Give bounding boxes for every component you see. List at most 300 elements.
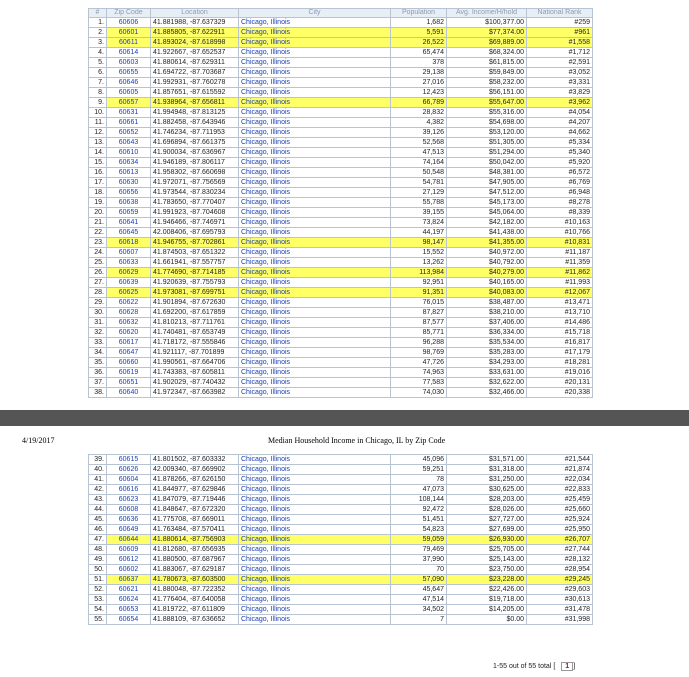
zip-code-link[interactable]: 60639 [107, 278, 151, 288]
national-rank-cell: #10,766 [527, 228, 593, 238]
national-rank-cell: #28,954 [527, 565, 593, 575]
city-link[interactable]: Chicago, Illinois [239, 108, 391, 118]
row-number: 36. [89, 368, 107, 378]
population-cell: 98,769 [391, 348, 447, 358]
row-number: 44. [89, 505, 107, 515]
zip-code-link[interactable]: 60636 [107, 515, 151, 525]
income-cell: $40,165.00 [447, 278, 527, 288]
income-table-page-2 [88, 454, 593, 625]
zip-code-link[interactable]: 60620 [107, 328, 151, 338]
city-link[interactable]: Chicago, Illinois [239, 248, 391, 258]
zip-code-link[interactable]: 60659 [107, 208, 151, 218]
city-link[interactable]: Chicago, Illinois [239, 68, 391, 78]
population-cell: 96,288 [391, 338, 447, 348]
location-cell: 41.780673, -87.603500 [151, 575, 239, 585]
population-cell: 28,832 [391, 108, 447, 118]
national-rank-cell: #5,920 [527, 158, 593, 168]
national-rank-cell: #2,591 [527, 58, 593, 68]
population-cell: 54,781 [391, 178, 447, 188]
row-number: 3. [89, 38, 107, 48]
row-number: 20. [89, 208, 107, 218]
city-link[interactable]: Chicago, Illinois [239, 555, 391, 565]
table-row [89, 455, 593, 465]
zip-code-link[interactable]: 60605 [107, 88, 151, 98]
city-link[interactable]: Chicago, Illinois [239, 358, 391, 368]
pdf-page-2 [0, 426, 689, 677]
zip-code-link[interactable]: 60649 [107, 525, 151, 535]
table-row [89, 378, 593, 388]
national-rank-cell: #11,862 [527, 268, 593, 278]
city-link[interactable]: Chicago, Illinois [239, 545, 391, 555]
zip-code-link[interactable]: 60606 [107, 18, 151, 28]
city-link[interactable]: Chicago, Illinois [239, 78, 391, 88]
income-cell: $58,232.00 [447, 78, 527, 88]
row-number: 16. [89, 168, 107, 178]
zip-code-link[interactable]: 60607 [107, 248, 151, 258]
income-cell: $68,324.00 [447, 48, 527, 58]
city-link[interactable]: Chicago, Illinois [239, 148, 391, 158]
row-number: 50. [89, 565, 107, 575]
zip-code-link[interactable]: 60631 [107, 108, 151, 118]
row-number: 52. [89, 585, 107, 595]
zip-code-link[interactable]: 60641 [107, 218, 151, 228]
income-cell: $42,182.00 [447, 218, 527, 228]
location-cell: 41.847079, -87.719446 [151, 495, 239, 505]
location-cell: 41.857651, -87.615592 [151, 88, 239, 98]
city-link[interactable]: Chicago, Illinois [239, 388, 391, 398]
print-date: 4/19/2017 [22, 436, 55, 445]
zip-code-link[interactable]: 60603 [107, 58, 151, 68]
zip-code-link[interactable]: 60660 [107, 358, 151, 368]
row-number: 28. [89, 288, 107, 298]
row-number: 24. [89, 248, 107, 258]
table-row [89, 218, 593, 228]
population-cell: 45,096 [391, 455, 447, 465]
row-number: 17. [89, 178, 107, 188]
location-cell: 41.992931, -87.760278 [151, 78, 239, 88]
national-rank-cell: #25,950 [527, 525, 593, 535]
row-number: 8. [89, 88, 107, 98]
city-link[interactable]: Chicago, Illinois [239, 368, 391, 378]
zip-code-link[interactable]: 60609 [107, 545, 151, 555]
document-title: Median Household Income in Chicago, IL by Zip Code [268, 436, 446, 445]
national-rank-cell: #11,359 [527, 258, 593, 268]
location-cell: 41.878266, -87.626150 [151, 475, 239, 485]
population-cell: 29,138 [391, 68, 447, 78]
national-rank-cell: #259 [527, 18, 593, 28]
location-cell: 41.881988, -87.637329 [151, 18, 239, 28]
city-link[interactable]: Chicago, Illinois [239, 28, 391, 38]
income-cell: $34,293.00 [447, 358, 527, 368]
national-rank-cell: #21,544 [527, 455, 593, 465]
row-number: 55. [89, 615, 107, 625]
national-rank-cell: #17,179 [527, 348, 593, 358]
table-row [89, 48, 593, 58]
row-number: 30. [89, 308, 107, 318]
row-number: 11. [89, 118, 107, 128]
zip-code-link[interactable]: 60630 [107, 178, 151, 188]
header-avg-income[interactable]: Avg. Income/H/hold [447, 9, 527, 18]
city-link[interactable]: Chicago, Illinois [239, 58, 391, 68]
city-link[interactable]: Chicago, Illinois [239, 475, 391, 485]
zip-code-link[interactable]: 60640 [107, 388, 151, 398]
location-cell: 41.880614, -87.756903 [151, 535, 239, 545]
table-row [89, 318, 593, 328]
national-rank-cell: #20,131 [527, 378, 593, 388]
city-link[interactable]: Chicago, Illinois [239, 525, 391, 535]
zip-code-link[interactable]: 60652 [107, 128, 151, 138]
zip-code-link[interactable]: 60643 [107, 138, 151, 148]
national-rank-cell: #5,340 [527, 148, 593, 158]
zip-code-link[interactable]: 60628 [107, 308, 151, 318]
income-cell: $47,512.00 [447, 188, 527, 198]
zip-code-link[interactable]: 60655 [107, 68, 151, 78]
zip-code-link[interactable]: 60645 [107, 228, 151, 238]
city-link[interactable]: Chicago, Illinois [239, 565, 391, 575]
location-cell: 41.848647, -87.672320 [151, 505, 239, 515]
pagination: 1-55 out of 55 total [ 1 ] [493, 663, 576, 670]
zip-code-link[interactable]: 60629 [107, 268, 151, 278]
income-cell: $100,377.00 [447, 18, 527, 28]
location-cell: 41.920639, -87.755793 [151, 278, 239, 288]
table-row [89, 268, 593, 278]
zip-code-link[interactable]: 60653 [107, 605, 151, 615]
table-row [89, 565, 593, 575]
zip-code-link[interactable]: 60617 [107, 338, 151, 348]
zip-code-link[interactable]: 60644 [107, 535, 151, 545]
table-row [89, 58, 593, 68]
zip-code-link[interactable]: 60614 [107, 48, 151, 58]
location-cell: 41.885805, -87.622911 [151, 28, 239, 38]
national-rank-cell: #961 [527, 28, 593, 38]
city-link[interactable]: Chicago, Illinois [239, 465, 391, 475]
income-cell: $25,143.00 [447, 555, 527, 565]
national-rank-cell: #28,132 [527, 555, 593, 565]
zip-code-link[interactable]: 60637 [107, 575, 151, 585]
header-city[interactable]: City [239, 9, 391, 18]
table-row [89, 388, 593, 398]
city-link[interactable]: Chicago, Illinois [239, 485, 391, 495]
table-row [89, 138, 593, 148]
zip-code-link[interactable]: 60654 [107, 615, 151, 625]
income-cell: $54,698.00 [447, 118, 527, 128]
city-link[interactable]: Chicago, Illinois [239, 605, 391, 615]
national-rank-cell: #1,558 [527, 38, 593, 48]
national-rank-cell: #3,829 [527, 88, 593, 98]
city-link[interactable]: Chicago, Illinois [239, 168, 391, 178]
city-link[interactable]: Chicago, Illinois [239, 238, 391, 248]
national-rank-cell: #16,817 [527, 338, 593, 348]
location-cell: 41.946189, -87.806117 [151, 158, 239, 168]
row-number: 42. [89, 485, 107, 495]
row-number: 13. [89, 138, 107, 148]
zip-code-link[interactable]: 60657 [107, 98, 151, 108]
income-cell: $22,426.00 [447, 585, 527, 595]
city-link[interactable]: Chicago, Illinois [239, 338, 391, 348]
location-cell: 41.900034, -87.636967 [151, 148, 239, 158]
header-zip-code[interactable]: Zip Code [107, 9, 151, 18]
national-rank-cell: #3,962 [527, 98, 593, 108]
row-number: 22. [89, 228, 107, 238]
city-link[interactable]: Chicago, Illinois [239, 138, 391, 148]
zip-code-link[interactable]: 60656 [107, 188, 151, 198]
population-cell: 45,647 [391, 585, 447, 595]
table-row [89, 178, 593, 188]
city-link[interactable]: Chicago, Illinois [239, 228, 391, 238]
national-rank-cell: #5,334 [527, 138, 593, 148]
zip-code-link[interactable]: 60611 [107, 38, 151, 48]
zip-code-link[interactable]: 60610 [107, 148, 151, 158]
city-link[interactable]: Chicago, Illinois [239, 505, 391, 515]
table-row [89, 545, 593, 555]
income-cell: $37,406.00 [447, 318, 527, 328]
row-number: 49. [89, 555, 107, 565]
city-link[interactable]: Chicago, Illinois [239, 128, 391, 138]
population-cell: 79,469 [391, 545, 447, 555]
city-link[interactable]: Chicago, Illinois [239, 288, 391, 298]
row-number: 46. [89, 525, 107, 535]
city-link[interactable]: Chicago, Illinois [239, 378, 391, 388]
table-row [89, 248, 593, 258]
city-link[interactable]: Chicago, Illinois [239, 188, 391, 198]
location-cell: 41.696894, -87.661375 [151, 138, 239, 148]
zip-code-link[interactable]: 60651 [107, 378, 151, 388]
row-number: 32. [89, 328, 107, 338]
zip-code-link[interactable]: 60632 [107, 318, 151, 328]
national-rank-cell: #6,948 [527, 188, 593, 198]
zip-code-link[interactable]: 60602 [107, 565, 151, 575]
table-row [89, 258, 593, 268]
population-cell: 78 [391, 475, 447, 485]
income-cell: $23,750.00 [447, 565, 527, 575]
population-cell: 66,789 [391, 98, 447, 108]
location-cell: 41.740481, -87.653749 [151, 328, 239, 338]
national-rank-cell: #20,338 [527, 388, 593, 398]
city-link[interactable]: Chicago, Illinois [239, 348, 391, 358]
population-cell: 47,513 [391, 148, 447, 158]
table-row [89, 128, 593, 138]
row-number: 26. [89, 268, 107, 278]
zip-code-link[interactable]: 60616 [107, 485, 151, 495]
table-row [89, 465, 593, 475]
zip-code-link[interactable]: 60647 [107, 348, 151, 358]
national-rank-cell: #11,993 [527, 278, 593, 288]
population-cell: 13,262 [391, 258, 447, 268]
zip-code-link[interactable]: 60604 [107, 475, 151, 485]
row-number: 5. [89, 58, 107, 68]
location-cell: 41.946755, -87.702861 [151, 238, 239, 248]
zip-code-link[interactable]: 60633 [107, 258, 151, 268]
national-rank-cell: #3,331 [527, 78, 593, 88]
income-cell: $31,571.00 [447, 455, 527, 465]
city-link[interactable]: Chicago, Illinois [239, 495, 391, 505]
income-cell: $45,173.00 [447, 198, 527, 208]
city-link[interactable]: Chicago, Illinois [239, 88, 391, 98]
income-cell: $77,374.00 [447, 28, 527, 38]
zip-code-link[interactable]: 60601 [107, 28, 151, 38]
population-cell: 55,788 [391, 198, 447, 208]
income-cell: $56,151.00 [447, 88, 527, 98]
city-link[interactable]: Chicago, Illinois [239, 98, 391, 108]
income-cell: $55,316.00 [447, 108, 527, 118]
city-link[interactable]: Chicago, Illinois [239, 18, 391, 28]
city-link[interactable]: Chicago, Illinois [239, 178, 391, 188]
location-cell: 41.774690, -87.714185 [151, 268, 239, 278]
row-number: 9. [89, 98, 107, 108]
national-rank-cell: #25,924 [527, 515, 593, 525]
national-rank-cell: #25,660 [527, 505, 593, 515]
zip-code-link[interactable]: 60624 [107, 595, 151, 605]
city-link[interactable]: Chicago, Illinois [239, 38, 391, 48]
income-cell: $53,120.00 [447, 128, 527, 138]
location-cell: 41.888109, -87.636652 [151, 615, 239, 625]
city-link[interactable]: Chicago, Illinois [239, 48, 391, 58]
row-number: 34. [89, 348, 107, 358]
city-link[interactable]: Chicago, Illinois [239, 258, 391, 268]
table-row [89, 228, 593, 238]
population-cell: 74,963 [391, 368, 447, 378]
zip-code-link[interactable]: 60621 [107, 585, 151, 595]
income-cell: $27,727.00 [447, 515, 527, 525]
population-cell: 15,552 [391, 248, 447, 258]
income-cell: $23,228.00 [447, 575, 527, 585]
location-cell: 41.901894, -87.672630 [151, 298, 239, 308]
city-link[interactable]: Chicago, Illinois [239, 535, 391, 545]
location-cell: 42.008406, -87.695793 [151, 228, 239, 238]
national-rank-cell: #4,207 [527, 118, 593, 128]
zip-code-link[interactable]: 60615 [107, 455, 151, 465]
national-rank-cell: #14,486 [527, 318, 593, 328]
city-link[interactable]: Chicago, Illinois [239, 328, 391, 338]
city-link[interactable]: Chicago, Illinois [239, 455, 391, 465]
income-cell: $41,355.00 [447, 238, 527, 248]
zip-code-link[interactable]: 60626 [107, 465, 151, 475]
population-cell: 26,522 [391, 38, 447, 48]
location-cell: 41.902029, -87.740432 [151, 378, 239, 388]
zip-code-link[interactable]: 60661 [107, 118, 151, 128]
population-cell: 47,073 [391, 485, 447, 495]
zip-code-link[interactable]: 60634 [107, 158, 151, 168]
zip-code-link[interactable]: 60625 [107, 288, 151, 298]
zip-code-link[interactable]: 60638 [107, 198, 151, 208]
income-cell: $41,438.00 [447, 228, 527, 238]
row-number: 27. [89, 278, 107, 288]
location-cell: 42.009340, -87.669902 [151, 465, 239, 475]
income-cell: $69,889.00 [447, 38, 527, 48]
population-cell: 70 [391, 565, 447, 575]
zip-code-link[interactable]: 60612 [107, 555, 151, 565]
zip-code-link[interactable]: 60618 [107, 238, 151, 248]
location-cell: 41.812680, -87.656935 [151, 545, 239, 555]
row-number: 40. [89, 465, 107, 475]
location-cell: 41.946466, -87.746971 [151, 218, 239, 228]
income-cell: $31,318.00 [447, 465, 527, 475]
income-cell: $40,083.00 [447, 288, 527, 298]
row-number: 12. [89, 128, 107, 138]
national-rank-cell: #19,016 [527, 368, 593, 378]
table-row [89, 148, 593, 158]
city-link[interactable]: Chicago, Illinois [239, 158, 391, 168]
population-cell: 59,059 [391, 535, 447, 545]
city-link[interactable]: Chicago, Illinois [239, 278, 391, 288]
national-rank-cell: #21,874 [527, 465, 593, 475]
city-link[interactable]: Chicago, Illinois [239, 615, 391, 625]
row-number: 6. [89, 68, 107, 78]
population-cell: 73,824 [391, 218, 447, 228]
population-cell: 87,827 [391, 308, 447, 318]
income-cell: $30,625.00 [447, 485, 527, 495]
income-cell: $19,718.00 [447, 595, 527, 605]
location-cell: 41.661941, -87.557757 [151, 258, 239, 268]
city-link[interactable]: Chicago, Illinois [239, 318, 391, 328]
city-link[interactable]: Chicago, Illinois [239, 595, 391, 605]
national-rank-cell: #30,613 [527, 595, 593, 605]
income-cell: $33,631.00 [447, 368, 527, 378]
city-link[interactable]: Chicago, Illinois [239, 515, 391, 525]
city-link[interactable]: Chicago, Illinois [239, 118, 391, 128]
city-link[interactable]: Chicago, Illinois [239, 218, 391, 228]
income-cell: $32,466.00 [447, 388, 527, 398]
city-link[interactable]: Chicago, Illinois [239, 268, 391, 278]
city-link[interactable]: Chicago, Illinois [239, 308, 391, 318]
table-row [89, 555, 593, 565]
table-row [89, 78, 593, 88]
header-population[interactable]: Population [391, 9, 447, 18]
zip-code-link[interactable]: 60646 [107, 78, 151, 88]
national-rank-cell: #22,833 [527, 485, 593, 495]
income-cell: $50,042.00 [447, 158, 527, 168]
table-row [89, 208, 593, 218]
row-number: 41. [89, 475, 107, 485]
population-cell: 76,015 [391, 298, 447, 308]
row-number: 21. [89, 218, 107, 228]
income-cell: $38,210.00 [447, 308, 527, 318]
national-rank-cell: #4,054 [527, 108, 593, 118]
city-link[interactable]: Chicago, Illinois [239, 575, 391, 585]
row-number: 51. [89, 575, 107, 585]
location-cell: 41.938964, -87.656811 [151, 98, 239, 108]
population-cell: 34,502 [391, 605, 447, 615]
zip-code-link[interactable]: 60619 [107, 368, 151, 378]
location-cell: 41.743383, -87.605811 [151, 368, 239, 378]
zip-code-link[interactable]: 60613 [107, 168, 151, 178]
page-separator [0, 410, 689, 426]
location-cell: 41.973544, -87.830234 [151, 188, 239, 198]
row-number: 47. [89, 535, 107, 545]
table-row [89, 168, 593, 178]
table-row [89, 595, 593, 605]
national-rank-cell: #15,718 [527, 328, 593, 338]
zip-code-link[interactable]: 60623 [107, 495, 151, 505]
city-link[interactable]: Chicago, Illinois [239, 298, 391, 308]
row-number: 2. [89, 28, 107, 38]
city-link[interactable]: Chicago, Illinois [239, 198, 391, 208]
population-cell: 378 [391, 58, 447, 68]
income-cell: $32,622.00 [447, 378, 527, 388]
location-cell: 41.972071, -87.756569 [151, 178, 239, 188]
population-cell: 5,591 [391, 28, 447, 38]
zip-code-link[interactable]: 60608 [107, 505, 151, 515]
header-national-rank[interactable]: National Rank [527, 9, 593, 18]
header-location[interactable]: Location [151, 9, 239, 18]
location-cell: 41.694722, -87.703687 [151, 68, 239, 78]
city-link[interactable]: Chicago, Illinois [239, 208, 391, 218]
national-rank-cell: #11,187 [527, 248, 593, 258]
city-link[interactable]: Chicago, Illinois [239, 585, 391, 595]
national-rank-cell: #6,572 [527, 168, 593, 178]
pagination-current-page[interactable]: 1 [561, 662, 573, 671]
zip-code-link[interactable]: 60622 [107, 298, 151, 308]
